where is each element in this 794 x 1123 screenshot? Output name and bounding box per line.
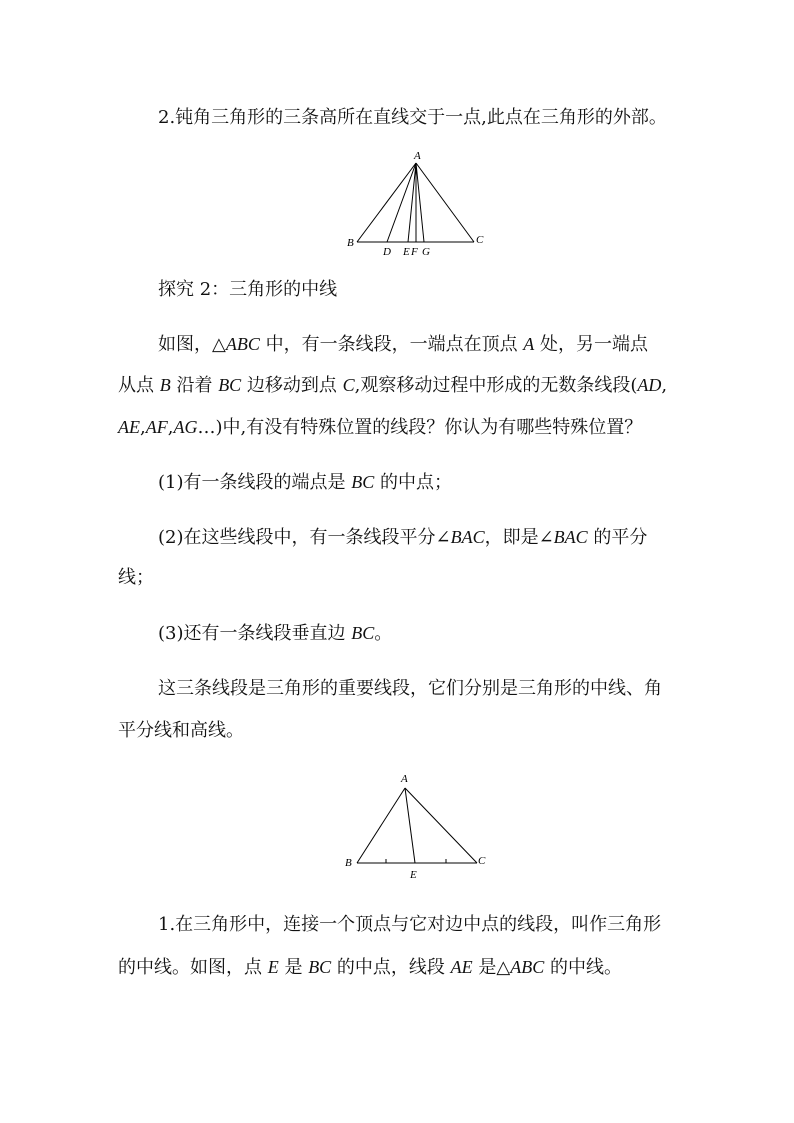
side-ab — [357, 163, 416, 242]
side-ab — [357, 788, 405, 863]
math-variable: B — [159, 375, 171, 395]
label-e: E — [403, 246, 410, 258]
math-variable: AG — [173, 417, 198, 437]
label-b: B — [345, 857, 352, 869]
median-definition-line-2: 的中线。如图，点 E 是 BC 的中点，线段 AE 是△ABC 的中线。 — [118, 957, 622, 978]
observation-2-line-2: 线； — [118, 567, 154, 588]
exploration-text-line-1: 如图，△ABC 中，有一条线段，一端点在顶点 A 处，另一端点 — [158, 334, 649, 355]
math-variable: ABC — [510, 957, 545, 977]
exploration-text-line-2: 从点 B 沿着 BC 边移动到点 C,观察移动过程中形成的无数条线段(AD, — [118, 375, 668, 396]
label-f: F — [411, 246, 418, 258]
math-variable: BAC — [450, 527, 485, 547]
math-variable: AD — [637, 375, 662, 395]
median-definition-line-1: 1.在三角形中，连接一个顶点与它对边中点的线段，叫作三角形 — [158, 914, 662, 935]
math-variable: AF — [145, 417, 168, 437]
math-variable: BC — [351, 623, 375, 643]
label-d: D — [383, 246, 391, 258]
math-variable: C — [342, 375, 355, 395]
math-variable: BC — [351, 472, 375, 492]
label-b: B — [347, 237, 354, 249]
math-variable: A — [523, 334, 535, 354]
summary-line-2: 平分线和高线。 — [118, 720, 244, 741]
math-variable: BAC — [553, 527, 588, 547]
median-ae — [405, 788, 415, 863]
side-ac — [416, 163, 474, 242]
segment-ag — [416, 163, 424, 242]
label-a: A — [401, 773, 408, 785]
label-e: E — [410, 869, 417, 881]
math-variable: AE — [118, 417, 140, 437]
label-c: C — [476, 234, 484, 246]
label-c: C — [478, 855, 486, 867]
observation-3: (3)还有一条线段垂直边 BC。 — [158, 623, 393, 644]
section-heading: 探究 2：三角形的中线 — [158, 279, 338, 300]
label-g: G — [422, 246, 430, 258]
figure-triangle-segments — [340, 145, 490, 260]
exploration-text-line-3: AE,AF,AG…)中,有没有特殊位置的线段？你认为有哪些特殊位置？ — [118, 417, 643, 438]
math-variable: AE — [450, 957, 473, 977]
label-a: A — [414, 150, 421, 162]
figure-triangle-median — [340, 768, 490, 883]
observation-1: (1)有一条线段的端点是 BC 的中点； — [158, 472, 452, 493]
statement-obtuse-altitudes: 2.钝角三角形的三条高所在直线交于一点,此点在三角形的外部。 — [158, 107, 667, 128]
side-ac — [405, 788, 477, 863]
math-variable: ABC — [225, 334, 260, 354]
math-variable: BC — [218, 375, 242, 395]
summary-line-1: 这三条线段是三角形的重要线段，它们分别是三角形的中线、角 — [158, 678, 662, 699]
observation-2-line-1: (2)在这些线段中，有一条线段平分∠BAC，即是∠BAC 的平分 — [158, 527, 648, 548]
math-variable: BC — [308, 957, 332, 977]
math-variable: E — [267, 957, 279, 977]
